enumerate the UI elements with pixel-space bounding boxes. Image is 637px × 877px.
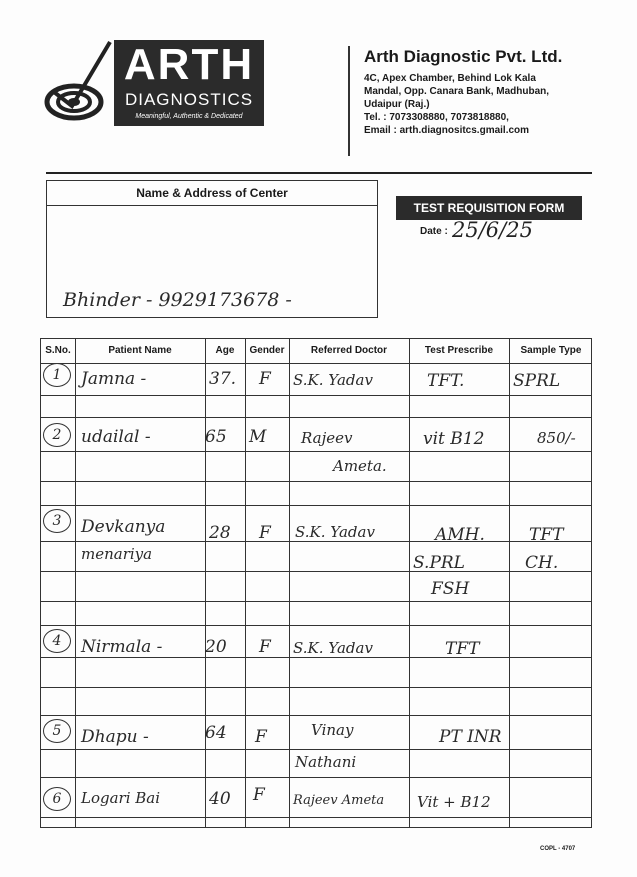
form-code: COPL - 4707 [540,846,576,852]
referred-doctor: Vinay [311,721,354,739]
column-divider [245,339,246,827]
patient-gender: F [259,369,271,389]
test-prescribe: Vit + B12 [417,793,491,811]
patient-age: 65 [205,427,227,447]
patient-name: Dhapu - [81,727,149,747]
telephone: Tel. : 7073308880, 7073818880, [364,112,509,123]
patient-name-line2: menariya [81,545,153,563]
center-address-box [46,180,378,318]
column-divider [205,339,206,827]
patient-age: 37. [209,369,237,389]
column-divider [409,339,410,827]
row-divider [41,571,591,572]
sample-type: SPRL [513,371,561,391]
patient-gender: F [259,637,271,657]
referred-doctor: S.K. Yadav [293,639,373,657]
row-divider [41,657,591,658]
sample-type-line2: CH. [525,553,559,573]
row-divider [41,817,591,818]
patient-gender: F [255,727,267,747]
row-divider [41,625,591,626]
patient-name: Devkanya [81,517,166,537]
row-divider [41,505,591,506]
row-number: 5 [43,719,71,743]
center-title: Name & Address of Center [47,181,377,206]
row-divider [41,715,591,716]
referred-doctor: Rajeev Ameta [293,793,385,808]
test-prescribe-line3: FSH [431,579,470,599]
patient-name: Logari Bai [81,789,161,807]
row-number: 6 [43,787,71,811]
referred-doctor: S.K. Yadav [293,371,373,389]
row-number: 1 [43,363,71,387]
row-divider [41,541,591,542]
column-divider [509,339,510,827]
referred-doctor-line2: Ameta. [333,457,387,475]
row-divider [41,395,591,396]
patient-gender: M [249,427,267,447]
column-header-test-prescribe: Test Prescribe [424,345,494,356]
sample-type: 850/- [537,429,576,447]
patient-age: 28 [209,523,231,543]
test-prescribe: TFT. [427,371,465,391]
row-divider [41,687,591,688]
header-divider [348,46,350,156]
patient-age: 64 [205,723,227,743]
row-number: 3 [43,509,71,533]
referred-doctor: Rajeev [301,429,353,447]
logo-subtext: DIAGNOSTICS [124,90,254,109]
referred-doctor-line2: Nathani [295,753,357,771]
date-label: Date : [420,226,448,237]
referred-doctor: S.K. Yadav [295,523,375,541]
company-name: Arth Diagnostic Pvt. Ltd. [364,47,563,66]
email: Email : arth.diagnositcs.gmail.com [364,125,530,136]
test-prescribe: vit B12 [423,429,485,449]
test-prescribe: TFT [445,639,480,659]
logo [114,40,264,126]
company-info [364,46,624,137]
row-divider [41,451,591,452]
row-divider [41,481,591,482]
column-divider [289,339,290,827]
column-header-age: Age [215,345,235,356]
address-line: Mandal, Opp. Canara Bank, Madhuban, [364,86,550,97]
date-value: 25/6/25 [452,218,533,242]
patient-gender: F [259,523,271,543]
patient-name: udailal - [81,427,151,447]
patient-age: 20 [205,637,227,657]
column-header-sno: S.No. [45,345,71,356]
address-line: 4C, Apex Chamber, Behind Lok Kala [364,73,536,84]
patient-name: Nirmala - [81,637,163,657]
column-header-sample-type: Sample Type [520,345,582,356]
form-title: TEST REQUISITION FORM [396,196,582,220]
patient-table [40,338,592,828]
header-rule [46,172,592,174]
row-divider [41,777,591,778]
logo-text: ARTH [123,40,255,89]
column-header-referred-doctor: Referred Doctor [310,345,388,356]
center-handwritten: Bhinder - 9929173678 - [63,289,292,311]
patient-age: 40 [209,789,231,809]
test-prescribe-line2: S.PRL [413,553,465,573]
patient-gender: F [253,785,265,805]
test-prescribe: PT INR [439,727,502,747]
row-divider [41,363,591,364]
row-divider [41,417,591,418]
patient-name: Jamna - [81,369,147,389]
row-divider [41,601,591,602]
row-number: 2 [43,423,71,447]
column-divider [75,339,76,827]
column-header-gender: Gender [249,345,285,356]
row-divider [41,749,591,750]
address-line: Udaipur (Raj.) [364,99,430,110]
test-prescribe: AMH. [435,525,485,545]
target-check-icon [44,40,114,124]
sample-type: TFT [529,525,564,545]
row-number: 4 [43,629,71,653]
column-header-patient-name: Patient Name [108,345,172,356]
logo-tagline: Meaningful, Authentic & Dedicated [135,113,243,120]
